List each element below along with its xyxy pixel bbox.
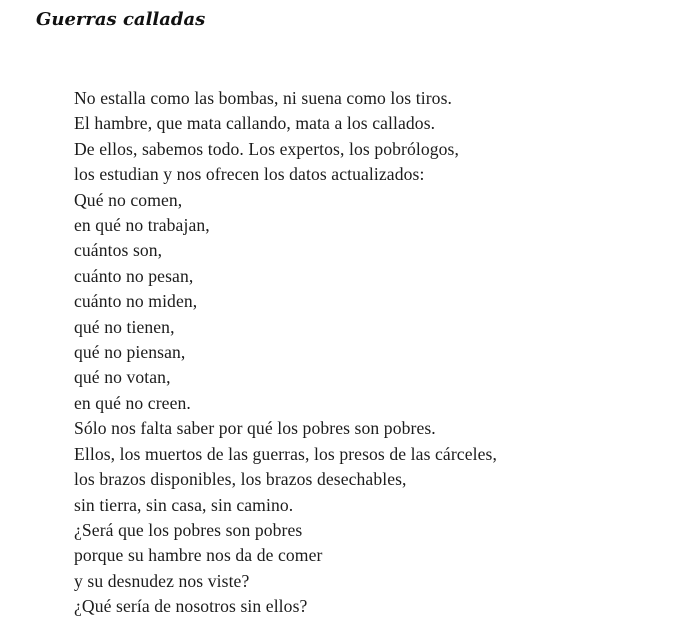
poem-line: cuánto no miden,: [74, 291, 198, 312]
poem-line: y su desnudez nos viste?: [74, 570, 250, 591]
poem-line: Qué no comen,: [74, 189, 183, 210]
poem-line: qué no votan,: [74, 367, 171, 388]
poem-title: Guerras calladas: [36, 9, 206, 30]
poem-line: ¿Será que los pobres son pobres: [74, 519, 303, 540]
poem-line: porque su hambre nos da de comer: [74, 545, 323, 566]
poem-line: qué no tienen,: [74, 316, 175, 337]
poem-line: cuánto no pesan,: [74, 265, 194, 286]
poem-line: los brazos disponibles, los brazos desechables,: [74, 469, 407, 490]
poem-line: en qué no trabajan,: [74, 215, 210, 236]
poem-body: [74, 86, 654, 620]
poem-line: El hambre, que mata callando, mata a los callados.: [74, 113, 436, 134]
poem-line: Sólo nos falta saber por qué los pobres son pobres.: [74, 418, 436, 439]
poem-line: qué no piensan,: [74, 342, 186, 363]
poem-line: los estudian y nos ofrecen los datos actualizados:: [74, 164, 425, 185]
poem-line: en qué no creen.: [74, 392, 191, 413]
poem-line: sin tierra, sin casa, sin camino.: [74, 494, 294, 515]
poem-line: No estalla como las bombas, ni suena como los tiros.: [74, 88, 453, 108]
poem-line: cuántos son,: [74, 240, 163, 261]
poem-line: Ellos, los muertos de las guerras, los presos de las cárceles,: [74, 443, 497, 464]
poem-line: ¿Qué sería de nosotros sin ellos?: [74, 596, 308, 617]
poem-line: De ellos, sabemos todo. Los expertos, los pobrólogos,: [74, 138, 459, 159]
